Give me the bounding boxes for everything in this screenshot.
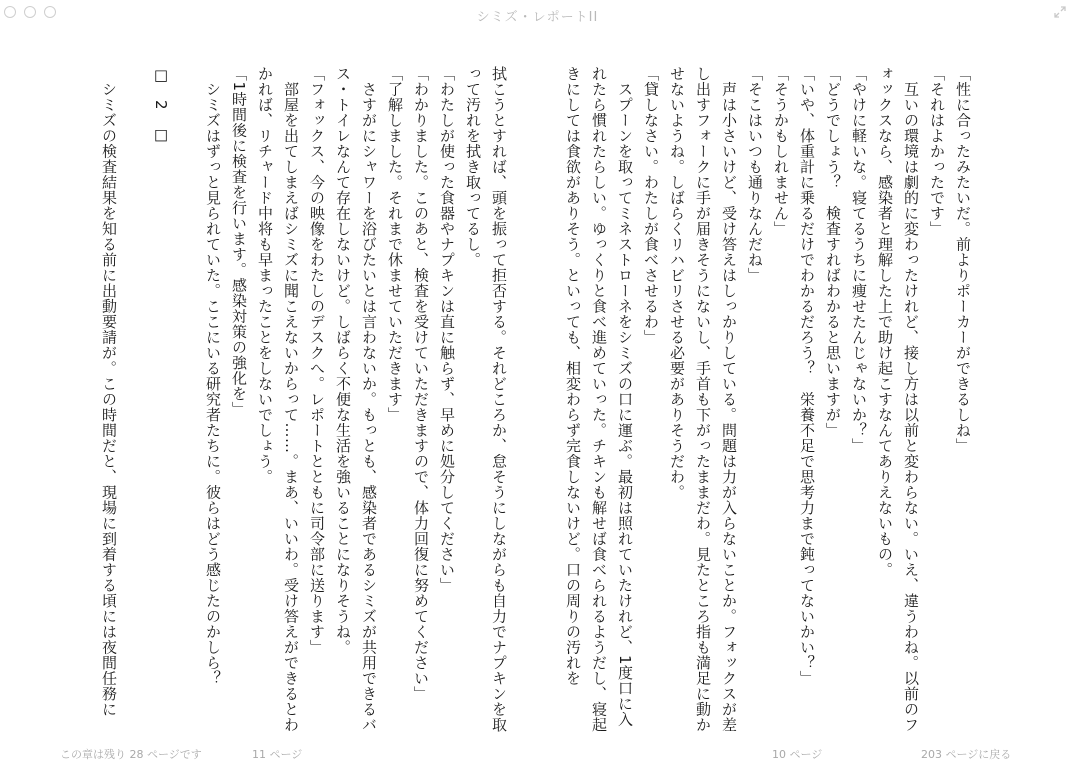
paragraph: 「いや、体重計に乗るだけでわかるだろう？ 栄養不足で思考力まで鈍ってないかい？」 [798, 66, 816, 686]
section-marker: □ 2 □ [152, 66, 170, 145]
paragraph: 声は小さいけど、受け答えはしっかりしている。問題は力が入らないことか。フォックスが差し出すフォークに手が届きそうにないし、手首も下がったままだわ。見たところ指も満足に動かせないようね。しばらくリハビリさせる必要がありそうだわ。 [668, 66, 738, 733]
paragraph: 部屋を出てしまえばシミズに聞こえないからって……。まあ、いいわ。受け答えができるとわかれば、リチャード中将も早まったことをしないでしょう。 [256, 66, 300, 733]
paragraph: 「どうでしょう？ 検査すればわかると思いますが」 [824, 66, 842, 438]
paragraph: 互いの環境は劇的に変わったけれど、接し方は以前と変わらない。いえ、違うわね。以前のフォックスなら、感染者と理解した上で助け起こすなんてありえないもの。 [876, 66, 920, 733]
left-page-text [82, 66, 512, 738]
right-page-text [564, 66, 976, 738]
blank-line [174, 66, 200, 738]
paragraph: 「1時間後に検査を行います。感染対策の強化を」 [230, 66, 248, 418]
paragraph: 「やけに軽いな。寝てるうちに痩せたんじゃないか？」 [850, 66, 868, 454]
right-page-number: 10 ページ [772, 748, 823, 761]
paragraph: 「そうかもしれません」 [772, 66, 790, 237]
paragraph: 「そこはいつも通りなんだね」 [746, 66, 764, 283]
left-page-number: 11 ページ [252, 748, 303, 761]
paragraph: 「フォックス、今の映像をわたしのデスクへ。レポートとともに司令部に送ります」 [308, 66, 326, 655]
paragraph: さすがにシャワーを浴びたいとは言わないか。もっとも、感染者であるシミズが共用できるバス・トイレなんて存在しないけど。しばらく不便な生活を強いることになりそうね。 [334, 66, 378, 733]
left-page [82, 66, 512, 738]
paragraph: 「それはよかったです」 [928, 66, 946, 237]
paragraph: 「わたしが使った食器やナプキンは直に触らず、早めに処分してください」 [438, 66, 456, 593]
paragraph: シミズの検査結果を知る前に出動要請が。この時間だと、現場に到着する頃には夜間任務に [100, 66, 118, 717]
chapter-remaining-label: この章は残り 28 ページです [60, 748, 202, 761]
paragraph: 「貸しなさい。わたしが食べさせるわ」 [642, 66, 660, 345]
paragraph: 「了解しました。それまで休ませていただきます」 [386, 66, 404, 423]
paragraph: 「性に合ったみたいだ。前よりポーカーができるしね」 [954, 66, 972, 454]
paragraph: 「わかりました。このあと、検査を受けていただきますので、体力回復に努めてください」 [412, 66, 430, 702]
paragraph: シミズはずっと見られていた。ここにいる研究者たちに。彼らはどう感じたのかしら？ [204, 66, 222, 686]
back-to-page-link[interactable]: 203 ページに戻る [921, 748, 1012, 761]
window-title: シミズ・レポートII [476, 10, 599, 25]
paragraph: 拭こうとすれば、頭を振って拒否する。それどころか、怠そうにしながらも自力でナプキンを取って汚れを拭き取ってるし。 [464, 66, 508, 733]
right-page [564, 66, 976, 738]
title-bar [0, 0, 1075, 30]
blank-line [122, 66, 148, 738]
paragraph: スプーンを取ってミネストローネをシミズの口に運ぶ。最初は照れていたけれど、1度口に入れたら慣れたらしい。ゆっくりと食べ進めていった。チキンも解せば食べられるようだし、寝起きにしては食欲がありそう。といっても、相変わらず完食しないけど。口の周りの汚れを [564, 66, 634, 733]
fullscreen-icon[interactable] [1053, 5, 1067, 19]
